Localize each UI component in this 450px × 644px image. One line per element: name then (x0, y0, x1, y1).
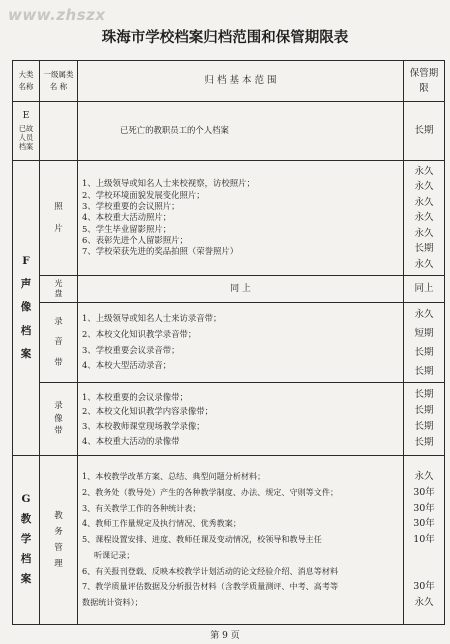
period: 长期 (414, 421, 434, 432)
section-f-name: 声像档案 (20, 278, 32, 360)
section-e-name: 已故人员档案 (18, 124, 34, 152)
list-item: 5、学生毕业留影照片； (82, 223, 172, 234)
list-item: 4、本校大型活动录音； (82, 360, 172, 371)
list-item: 1、本校重要的会议录像带； (82, 391, 188, 402)
section-e-code: E (22, 110, 30, 121)
period: 30年 (413, 486, 435, 498)
list-item: 数据统计资料）； (82, 597, 143, 608)
list-item: 2、本校文化知识教学录音带； (82, 328, 197, 339)
section-f-video-periods (404, 383, 445, 456)
period: 短期 (414, 327, 434, 339)
list-item: 1、本校教学改革方案、总结、典型问题分析材料； (82, 470, 266, 481)
header-dalei: 大类 (18, 70, 34, 79)
section-f-audio-label: 录音带 (54, 316, 63, 368)
list-item: 7、学校荣获先进的奖品拍照（荣誉照片） (82, 246, 239, 257)
period: 永久 (414, 165, 434, 177)
list-item: 1、上级领导或知名人士来访录音带； (82, 312, 222, 323)
section-f-photo-row (13, 161, 445, 276)
header-row (13, 61, 445, 102)
page-title: 珠海市学校档案归档范围和保管期限表 (101, 30, 349, 46)
section-e-sub (40, 102, 78, 161)
list-item: 7、教学质量评估数据及分析报告材料（含教学质量测评、中考、高考等 (82, 581, 339, 592)
period: 长期 (414, 405, 434, 416)
section-f-disc-label: 光盘 (54, 278, 63, 298)
section-f-code: F (22, 255, 30, 268)
section-f-audio-periods (404, 303, 445, 383)
period: 永久 (414, 181, 434, 193)
period: 长期 (414, 346, 434, 358)
archive-table (12, 60, 445, 625)
period: 长期 (414, 243, 434, 255)
section-f-disc-label-cell (40, 276, 78, 303)
section-f-audio-label-cell (40, 303, 78, 383)
section-g-sub: 教务管理 (54, 510, 63, 570)
section-f-disc-content: 同 上 (78, 276, 404, 303)
section-f-photo-periods (404, 161, 445, 276)
list-item: 1、上级领导或知名人士来校视察，访校照片； (82, 178, 255, 189)
list-item: 2、教务处（教导处）产生的各种教学制度、办法、规定、守则等文件； (82, 486, 339, 497)
section-f-category (13, 161, 40, 456)
list-item: 2、本校文化知识教学内容录像带； (82, 406, 213, 417)
period: 长期 (414, 389, 434, 400)
header-fanwei: 归 档 基 本 范 围 (78, 61, 404, 102)
period: 永久 (414, 597, 434, 609)
section-g-sub-cell (40, 456, 78, 625)
list-item: 4、本校重大活动的录像带 (82, 435, 180, 446)
section-g-periods (404, 456, 445, 625)
header-dalei-cell (13, 61, 40, 102)
period: 30年 (413, 502, 435, 514)
period: 永久 (414, 227, 434, 239)
section-f-photo-label: 照片 (54, 201, 63, 234)
list-item: 4、本校重大活动照片； (82, 212, 172, 223)
section-f-audio-row (13, 303, 445, 383)
section-e-category (13, 102, 40, 161)
section-g-items (78, 456, 404, 625)
section-e-content: 已死亡的教职员工的个人档案 (78, 102, 404, 161)
section-f-audio-items (78, 303, 404, 383)
period: 永久 (414, 470, 434, 482)
section-e-row (13, 102, 445, 161)
list-item: 6、有关报刊登载、反映本校教学计划活动的论文经验介绍、消息等材料 (82, 565, 339, 576)
section-f-photo-items (78, 161, 404, 276)
period: 30年 (413, 518, 435, 530)
watermark: www.zhszx (8, 6, 106, 24)
period: 10年 (413, 534, 435, 546)
period (404, 564, 444, 580)
header-yiji: 一级属类 (43, 70, 74, 79)
page-number: 第 9 页 (210, 631, 240, 641)
list-item: 3、学校重要会议录音带； (82, 344, 180, 355)
header-mingcheng2: 名 称 (49, 82, 68, 91)
period: 永久 (414, 308, 434, 320)
section-f-video-label: 录像带 (54, 400, 63, 437)
section-g-category (13, 456, 40, 625)
section-g-row (13, 456, 445, 625)
list-item: 2、学校环境面貌发展变化照片； (82, 189, 205, 200)
section-f-disc-period: 同上 (404, 276, 445, 303)
section-e-period: 长期 (404, 102, 445, 161)
period: 长期 (414, 365, 434, 377)
header-yiji-cell (40, 61, 78, 102)
section-f-photo-label-cell (40, 161, 78, 276)
period: 30年 (413, 581, 435, 593)
header-mingcheng1: 名称 (18, 82, 34, 91)
period (404, 548, 444, 564)
section-f-disc-row (13, 276, 445, 303)
header-qixian: 保管期限 (404, 61, 445, 102)
period: 永久 (414, 212, 434, 224)
section-g-name: 教学档案 (20, 513, 32, 585)
section-f-video-items (78, 383, 404, 456)
list-item: 听课记录； (94, 549, 135, 560)
list-item: 4、教师工作量规定及执行情况、优秀教案； (82, 518, 241, 529)
list-item: 3、学校重要的会议照片； (82, 200, 180, 211)
list-item: 5、课程设置安排、进度、教师任课及变动情况，校领导和教导主任 (82, 534, 322, 545)
period: 永久 (414, 258, 434, 270)
period: 永久 (414, 196, 434, 208)
section-f-video-row (13, 383, 445, 456)
list-item: 3、有关教学工作的各种统计表； (82, 502, 201, 513)
list-item: 6、表彰先进个人留影照片； (82, 235, 188, 246)
period: 长期 (414, 437, 434, 448)
section-f-video-label-cell (40, 383, 78, 456)
section-g-code: G (21, 493, 31, 506)
list-item: 3、本校教师课堂现场教学录像； (82, 421, 205, 431)
